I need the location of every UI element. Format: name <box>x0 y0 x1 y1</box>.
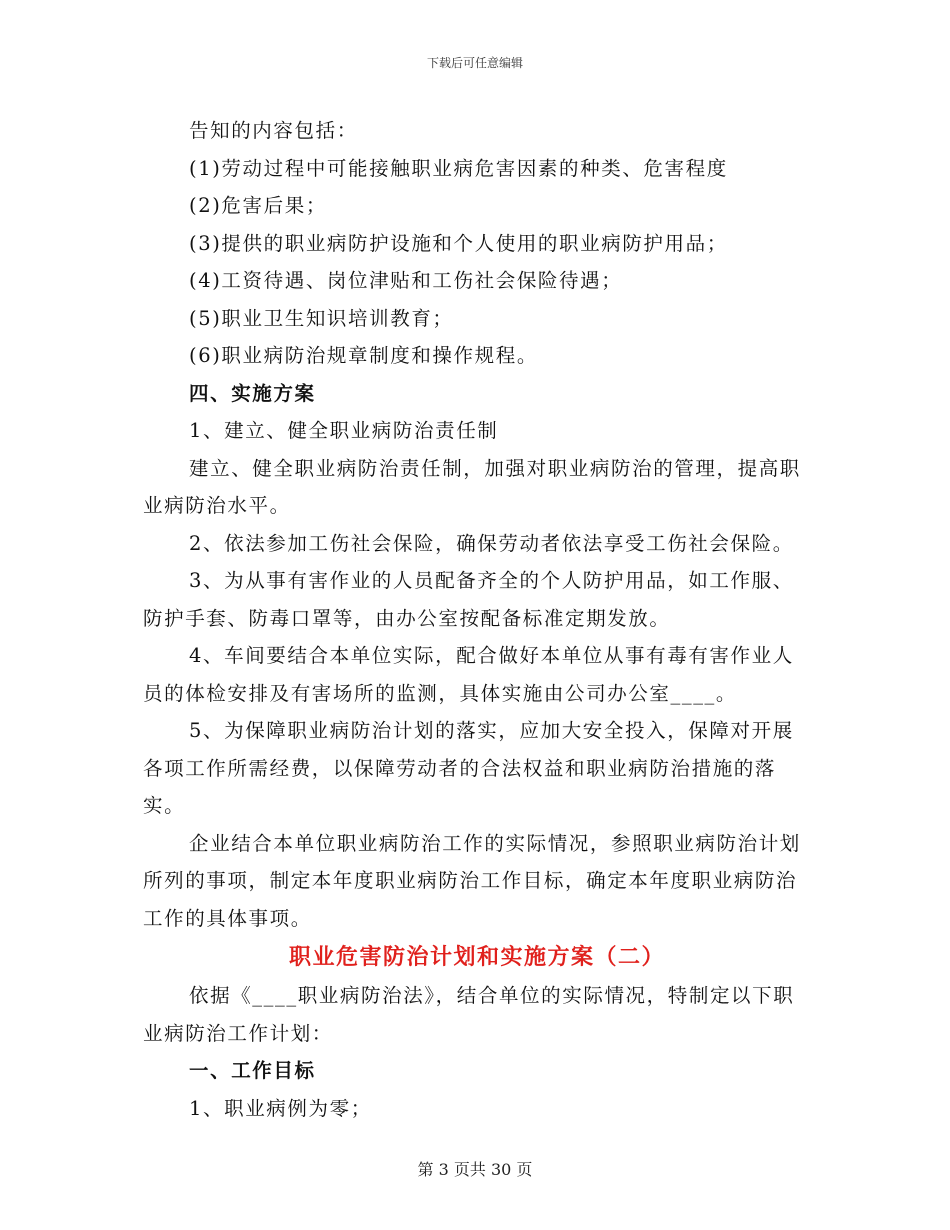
list-item: (2)危害后果； <box>189 194 327 217</box>
section-heading-implementation: 四、实施方案 <box>189 381 316 405</box>
item-2: 2、依法参加工伤社会保险，确保劳动者依法享受工伤社会保险。 <box>189 531 794 555</box>
goal-item-1: 1、职业病例为零； <box>189 1096 372 1120</box>
intro-line: 告知的内容包括： <box>189 119 358 142</box>
item-1-title: 1、建立、健全职业病防治责任制 <box>189 419 499 442</box>
list-item: (3)提供的职业病防护设施和个人使用的职业病防护用品； <box>189 231 728 255</box>
list-item: (4)工资待遇、岗位津贴和工伤社会保险待遇； <box>189 269 623 292</box>
page-header: 下载后可任意编辑 <box>426 56 523 70</box>
page-footer: 第 3 页共 30 页 <box>417 1160 533 1179</box>
item-4: 4、车间要结合本单位实际，配合做好本单位从事有毒有害作业人员的体检安排及有害场所的监测，具体实施由公司办公室____。 <box>143 644 794 705</box>
part-2-title: 职业危害防治计划和实施方案（二） <box>288 944 665 970</box>
document-body <box>143 112 811 1127</box>
part-2-intro: 依据《____职业病防治法》，结合单位的实际情况，特制定以下职业病防治工作计划： <box>143 984 795 1045</box>
closing-paragraph: 企业结合本单位职业病防治工作的实际情况，参照职业病防治计划所列的事项，制定本年度职业病防治工作目标，确定本年度职业病防治工作的具体事项。 <box>143 831 801 930</box>
item-5: 5、为保障职业病防治计划的落实，应加大安全投入，保障对开展各项工作所需经费，以保障劳动者的合法权益和职业病防治措施的落实。 <box>143 719 794 817</box>
item-1-body: 建立、健全职业病防治责任制，加强对职业病防治的管理，提高职业病防治水平。 <box>143 456 801 517</box>
item-3: 3、为从事有害作业的人员配备齐全的个人防护用品，如工作服、防护手套、防毒口罩等，由办公室按配备标准定期发放。 <box>143 569 794 630</box>
section-heading-goals: 一、工作目标 <box>189 1059 316 1082</box>
list-item: (6)职业病防治规章制度和操作规程。 <box>189 344 538 367</box>
list-item: (1)劳动过程中可能接触职业病危害因素的种类、危害程度 <box>189 156 728 180</box>
list-item: (5)职业卫生知识培训教育； <box>189 306 454 330</box>
